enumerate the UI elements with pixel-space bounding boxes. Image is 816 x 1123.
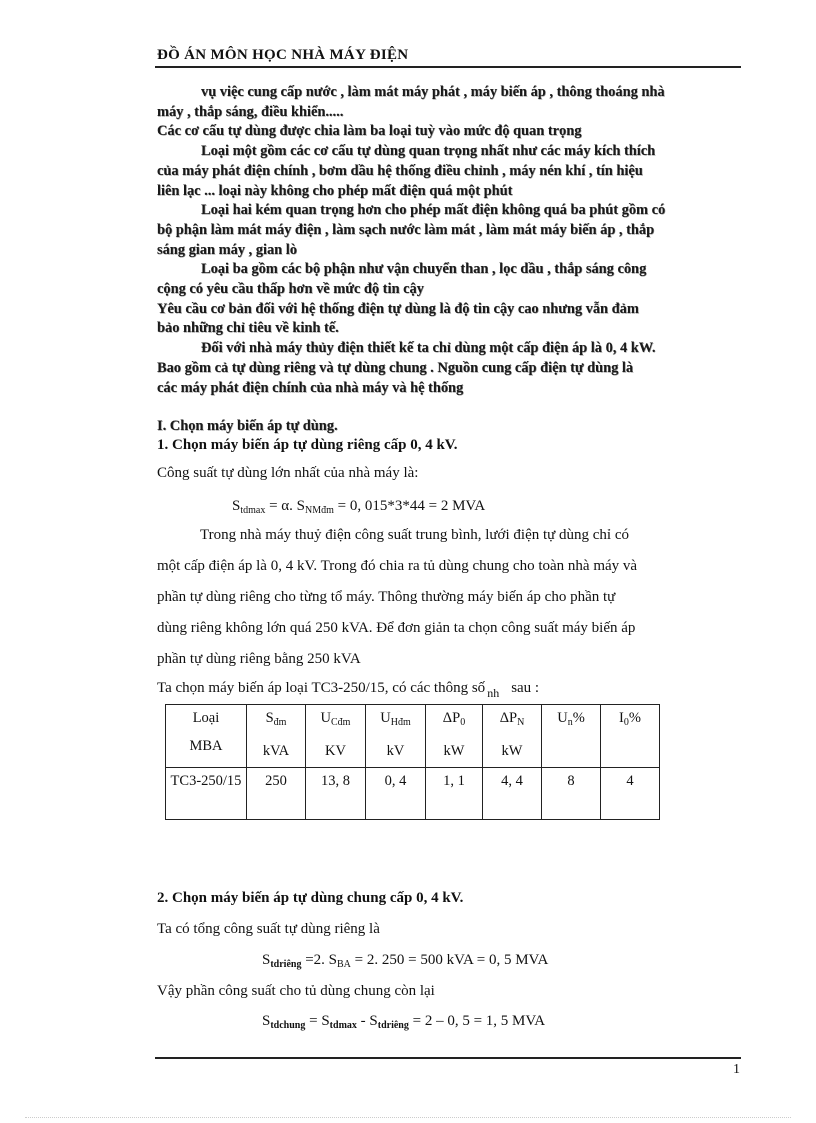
intro-line: sáng gian máy , gian lò (157, 241, 297, 258)
intro-line: Loại ba gồm các bộ phận như vận chuyển than , lọc dầu , thắp sáng công (201, 261, 647, 278)
table-header-cell (366, 705, 426, 768)
header-sub: 0 (623, 717, 629, 728)
table-header-row (166, 705, 660, 768)
header-suffix: % (628, 710, 641, 726)
header-main (542, 705, 600, 732)
formula-part: =2. S (301, 952, 338, 968)
intro-line: Yêu cầu cơ bản đối với hệ thống điện tự dùng là độ tin cậy cao nhưng vẫn đảm (157, 300, 639, 317)
table-intro-end: sau : (511, 680, 540, 696)
formula-part: S (262, 1013, 271, 1029)
formula-part: = 2 – 0, 5 = 1, 5 MVA (408, 1013, 546, 1029)
header-sub: n (567, 717, 573, 728)
formula-sub: tdchung (270, 1020, 306, 1031)
header-main: Loại (192, 710, 220, 726)
header-symbol: U (557, 710, 568, 726)
text-line: Công suất tự dùng lớn nhất của nhà máy là: (157, 465, 419, 481)
formula-sub: tdriêng (377, 1020, 409, 1031)
transformer-spec-table (165, 704, 660, 820)
header-sub: Cđm (331, 717, 351, 728)
cell-value: 0, 4 (384, 773, 407, 789)
text-line: Trong nhà máy thuỷ điện công suất trung bình, lưới điện tự dùng chỉ có (200, 527, 630, 543)
text-line: phần tự dùng riêng cho từng tổ máy. Thông thường máy biến áp cho phần tự (157, 589, 616, 605)
formula-stdmax (232, 498, 485, 516)
footer-rule (155, 1057, 741, 1059)
header-symbol: U (320, 710, 332, 726)
table-cell (366, 768, 426, 820)
formula-part: = 0, 015*3*44 = 2 MVA (333, 498, 486, 514)
table-header-cell (306, 705, 366, 768)
formula-part: = α. S (265, 498, 306, 514)
header-symbol: ΔP (442, 710, 461, 726)
intro-line: Bao gồm cả tự dùng riêng và tự dùng chung . Nguồn cung cấp điện tự dùng là (157, 359, 634, 376)
formula-sub: NMđm (305, 505, 334, 516)
header-unit: KV (325, 743, 346, 759)
cell-value: TC3-250/15 (170, 773, 242, 789)
header-main (426, 705, 482, 732)
text-line: phần tự dùng riêng bằng 250 kVA (157, 651, 361, 667)
header-main (601, 705, 659, 732)
table-cell (601, 768, 660, 820)
formula-part: S (232, 498, 241, 514)
table-cell (306, 768, 366, 820)
table-row (166, 768, 660, 820)
intro-line: của máy phát điện chính , bơm dầu hệ thống điều chỉnh , máy nén khí , tín hiệu (157, 162, 643, 179)
table-intro (157, 680, 539, 701)
page-header: ĐỒ ÁN MÔN HỌC NHÀ MÁY ĐIỆN (157, 47, 409, 63)
header-symbol: ΔP (499, 710, 518, 726)
intro-line: Loại hai kém quan trọng hơn cho phép mất điện không quá ba phút gồm có (201, 202, 666, 219)
page-edge (25, 1117, 791, 1118)
table-header-cell (166, 705, 247, 768)
text-line: Vậy phần công suất cho tủ dùng chung còn lại (157, 983, 435, 999)
formula-sub: tdriêng (270, 959, 302, 970)
table-intro-sub: nh (487, 686, 500, 700)
header-symbol: S (265, 710, 274, 726)
intro-line: Các cơ cấu tự dùng được chia làm ba loại tuỳ vào mức độ quan trọng (157, 123, 582, 140)
formula-stdrieng (262, 952, 548, 970)
header-suffix: % (572, 710, 585, 726)
formula-sub: tdmax (240, 505, 266, 516)
cell-value: 4, 4 (501, 773, 523, 789)
header-unit: kW (501, 743, 523, 759)
header-sub: 0 (460, 717, 466, 728)
table-header-cell (601, 705, 660, 768)
formula-stdchung (262, 1013, 545, 1031)
table-cell (166, 768, 247, 820)
header-unit: kW (443, 743, 465, 759)
formula-part: - S (356, 1013, 378, 1029)
header-unit: kVA (262, 743, 290, 759)
formula-part: = 2. 250 = 500 kVA = 0, 5 MVA (350, 952, 549, 968)
intro-line: Loại một gồm các cơ cấu tự dùng quan trọng nhất như các máy kích thích (201, 143, 656, 160)
formula-part: = S (305, 1013, 330, 1029)
intro-line: bộ phận làm mát máy điện , làm sạch nước làm mát , làm mát máy biến áp , thắp (157, 221, 655, 238)
table-header-cell (247, 705, 306, 768)
section-title: I. Chọn máy biến áp tự dùng. (157, 418, 338, 434)
header-main (247, 705, 305, 732)
header-sub: Hđm (390, 717, 411, 728)
table-cell (247, 768, 306, 820)
cell-value: 8 (567, 773, 575, 789)
intro-line: bảo những chỉ tiêu về kinh tế. (157, 320, 339, 337)
intro-line: Đối với nhà máy thủy điện thiết kế ta chỉ dùng một cấp điện áp là 0, 4 kW. (201, 340, 656, 357)
formula-sub: tdmax (329, 1020, 357, 1031)
intro-line: liên lạc ... loại này không cho phép mất điện quá một phút (157, 182, 513, 199)
intro-line: máy , thắp sáng, điều khiển..... (157, 103, 344, 120)
text-line: dùng riêng không lớn quá 250 kVA. Để đơn giản ta chọn công suất máy biến áp (157, 620, 636, 636)
cell-value: 4 (626, 773, 634, 789)
table-intro-text: Ta chọn máy biến áp loại TC3-250/15, có các thông số (157, 680, 486, 696)
formula-part: S (262, 952, 271, 968)
page-number: 1 (733, 1062, 740, 1077)
table-cell (483, 768, 542, 820)
text-line: Ta có tổng công suất tự dùng riêng là (157, 921, 380, 937)
header-sub: N (517, 717, 525, 728)
header-main (366, 705, 425, 732)
table-header-cell (542, 705, 601, 768)
header-rule (155, 66, 741, 68)
header-main (483, 705, 541, 732)
cell-value: 1, 1 (443, 773, 465, 789)
cell-value: 250 (265, 773, 287, 789)
intro-line: vụ việc cung cấp nước , làm mát máy phát , máy biến áp , thông thoáng nhà (201, 84, 665, 100)
formula-sub: BA (337, 959, 351, 970)
intro-paragraphs (157, 83, 739, 398)
text-line: một cấp điện áp là 0, 4 kV. Trong đó chia ra tủ dùng chung cho toàn nhà máy và (157, 558, 638, 574)
header-main (306, 705, 365, 732)
intro-line: cộng có yêu cầu thấp hơn về mức độ tin cậy (157, 281, 424, 298)
subsection-2-title: 2. Chọn máy biến áp tự dùng chung cấp 0, 4 kV. (157, 890, 464, 906)
table-header-cell (426, 705, 483, 768)
header-sub: đm (273, 717, 287, 728)
cell-value: 13, 8 (321, 773, 350, 789)
intro-line: các máy phát điện chính của nhà máy và hệ thống (157, 379, 464, 396)
table-cell (426, 768, 483, 820)
header-symbol: U (380, 710, 391, 726)
subsection-1-title: 1. Chọn máy biến áp tự dùng riêng cấp 0, 4 kV. (157, 437, 458, 453)
header-symbol: I (619, 710, 624, 726)
header-unit: kV (386, 743, 405, 759)
table-header-cell (483, 705, 542, 768)
table-cell (542, 768, 601, 820)
header-unit: MBA (189, 738, 223, 754)
